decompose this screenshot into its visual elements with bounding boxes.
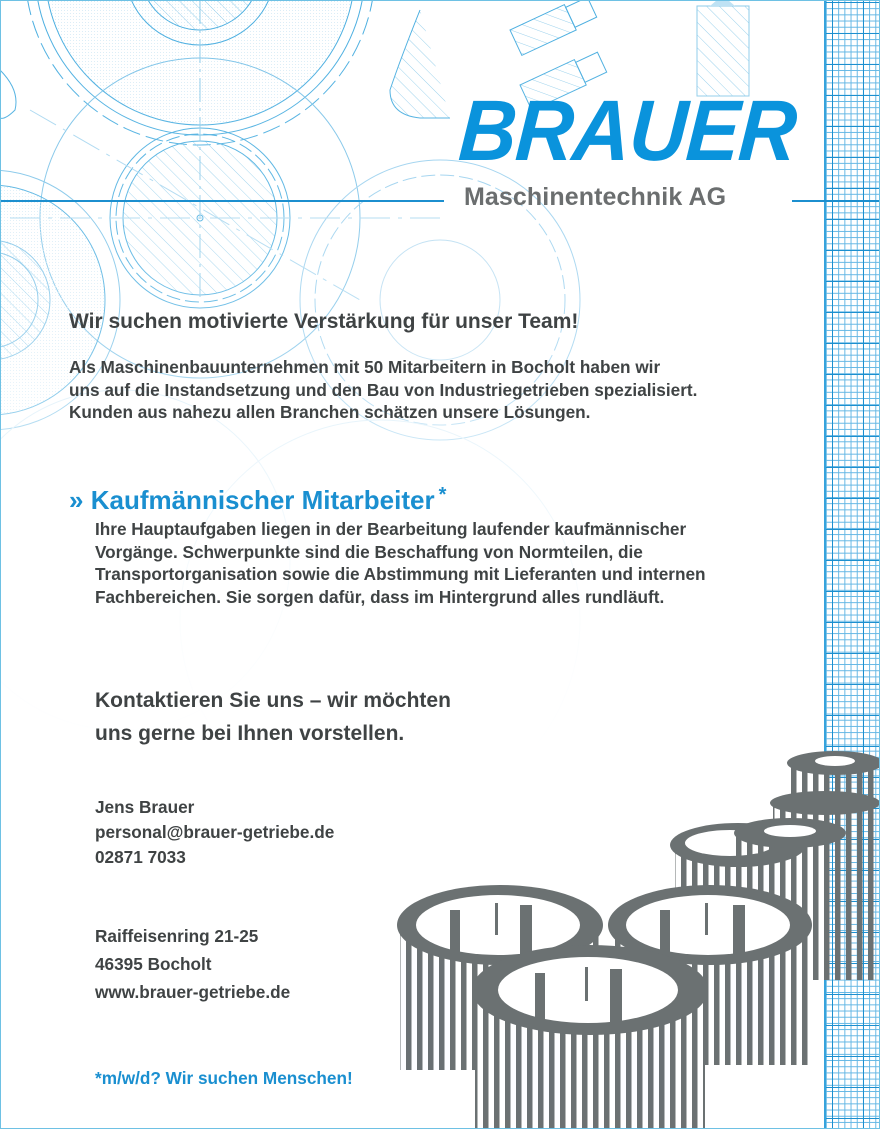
job-description bbox=[95, 518, 706, 608]
job-title-asterisk: * bbox=[438, 484, 447, 506]
footer-note: *m/w/d? Wir suchen Menschen! bbox=[95, 1068, 353, 1088]
job-desc-line: Fachbereichen. Sie sorgen dafür, dass im Hintergrund alles rundläuft. bbox=[95, 586, 665, 607]
contact-email-link[interactable]: personal@brauer-getriebe.de bbox=[95, 822, 335, 842]
job-bullet-icon: » bbox=[69, 485, 84, 515]
intro-paragraph bbox=[69, 356, 697, 424]
company-logo bbox=[456, 83, 799, 211]
cta-line: Kontaktieren Sie uns – wir möchten bbox=[95, 689, 451, 712]
address-block bbox=[95, 922, 290, 1006]
headline: Wir suchen motivierte Verstärkung für unser Team! bbox=[69, 310, 579, 333]
website-link[interactable]: www.brauer-getriebe.de bbox=[95, 982, 291, 1002]
job-title-text: Kaufmännischer Mitarbeiter bbox=[90, 485, 435, 515]
intro-line: Als Maschinenbauunternehmen mit 50 Mitarbeitern in Bocholt haben wir bbox=[69, 357, 661, 377]
logo-divider-left bbox=[0, 200, 444, 202]
logo-brand: BRAUER bbox=[456, 83, 799, 179]
job-desc-line: Vorgänge. Schwerpunkte sind die Beschaffung von Normteilen, die bbox=[95, 541, 643, 562]
contact-block bbox=[95, 795, 334, 870]
3d-gears-illustration bbox=[395, 745, 880, 1129]
job-title bbox=[69, 484, 446, 516]
job-desc-line: Transportorganisation sowie die Abstimmung mit Lieferanten und internen bbox=[95, 564, 706, 585]
intro-line: Kunden aus nahezu allen Branchen schätzen unsere Lösungen. bbox=[69, 402, 591, 422]
job-desc-line: Ihre Hauptaufgaben liegen in der Bearbeitung laufender kaufmännischer bbox=[95, 519, 687, 539]
address-street: Raiffeisenring 21-25 bbox=[95, 926, 259, 946]
call-to-action bbox=[95, 684, 451, 750]
logo-subtitle: Maschinentechnik AG bbox=[464, 183, 727, 211]
contact-name: Jens Brauer bbox=[95, 797, 195, 817]
cta-line: uns gerne bei Ihnen vorstellen. bbox=[95, 722, 405, 745]
contact-phone: 02871 7033 bbox=[95, 847, 186, 867]
address-city: 46395 Bocholt bbox=[95, 954, 212, 974]
intro-line: uns auf die Instandsetzung und den Bau von Industriegetrieben spezialisiert. bbox=[69, 379, 698, 400]
logo-divider-right bbox=[792, 200, 880, 202]
